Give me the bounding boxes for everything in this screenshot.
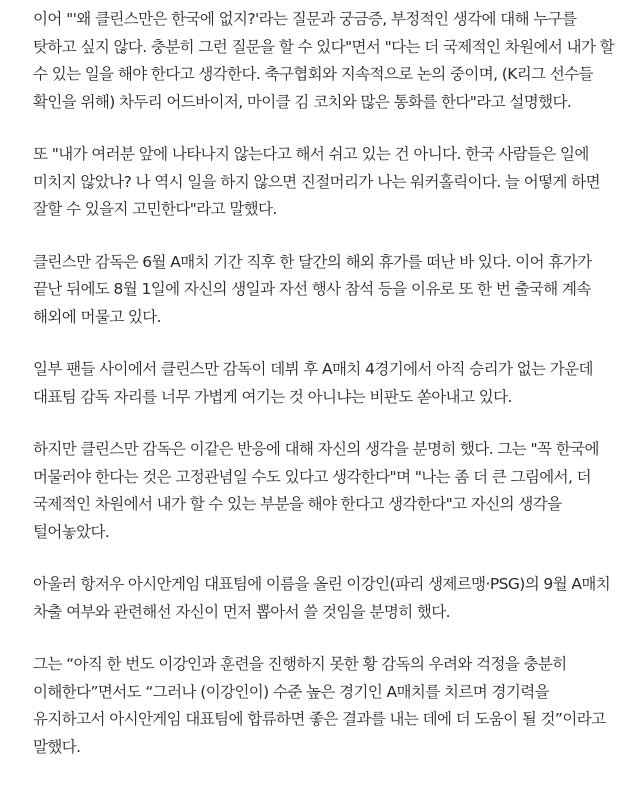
article-paragraph: 이어 "'왜 클린스만은 한국에 없지?'라는 질문과 궁금증, 부정적인 생각에 대해 누구를 탓하고 싶지 않다. 충분히 그런 질문을 할 수 있다"면서 "다는 더 국제적인 차원에서 내가 할 수 있는 일을 해야 한다고 생각한다. 축구협회와 지속적으로 논의 중이며, (K리그 선수들 확인을 위해) 차두리 어드바이저, 마이클 김 코치와 많은 통화를 한다"라고 설명했다. [33, 10, 615, 111]
article-paragraph: 클린스만 감독은 6월 A매치 기간 직후 한 달간의 해외 휴가를 떠난 바 있다. 이어 휴가가 끝난 뒤에도 8월 1일에 자신의 생일과 자선 행사 참석 등을 이유로 또 한 번 출국해 계속 해외에 머물고 있다. [33, 252, 592, 326]
article-paragraph: 일부 팬들 사이에서 클린스만 감독이 데뷔 후 A매치 4경기에서 아직 승리가 없는 가운데 대표팀 감독 자리를 너무 가볍게 여기는 것 아니냐는 비판도 쏟아내고 있다. [33, 360, 593, 406]
article-paragraph: 그는 “아직 한 번도 이강인과 훈련을 진행하지 못한 황 감독의 우려와 걱정을 충분히 이해한다”면서도 “그러나 (이강인이) 수준 높은 경기인 A매치를 치르며 경기력을 유지하고서 아시안게임 대표팀에 합류하면 좋은 결과를 내는 데에 더 도움이 될 것”이라고 말했다. [33, 655, 606, 756]
article-paragraph: 하지만 클린스만 감독은 이같은 반응에 대해 자신의 생각을 분명히 했다. 그는 "꼭 한국에 머물러야 한다는 것은 고정관념일 수도 있다고 생각한다"며 "나는 좀 더 큰 그림에서, 더 국제적인 차원에서 내가 할 수 있는 부분을 해야 한다고 생각한다"고 자신의 생각을 털어놓았다. [33, 440, 599, 541]
article-paragraph: 또 "내가 여러분 앞에 나타나지 않는다고 해서 쉬고 있는 건 아니다. 한국 사람들은 일에 미치지 않았나? 나 역시 일을 하지 않으면 진절머리가 나는 워커홀릭이다. 늘 어떻게 하면 잘할 수 있을지 고민한다"라고 말했다. [33, 145, 600, 218]
article-paragraph: 아울러 항저우 아시안게임 대표팀에 이름을 올린 이강인(파리 생제르맹·PSG)의 9월 A매치 차출 여부와 관련해선 자신이 먼저 뽑아서 쓸 것임을 분명히 했다. [33, 575, 611, 621]
